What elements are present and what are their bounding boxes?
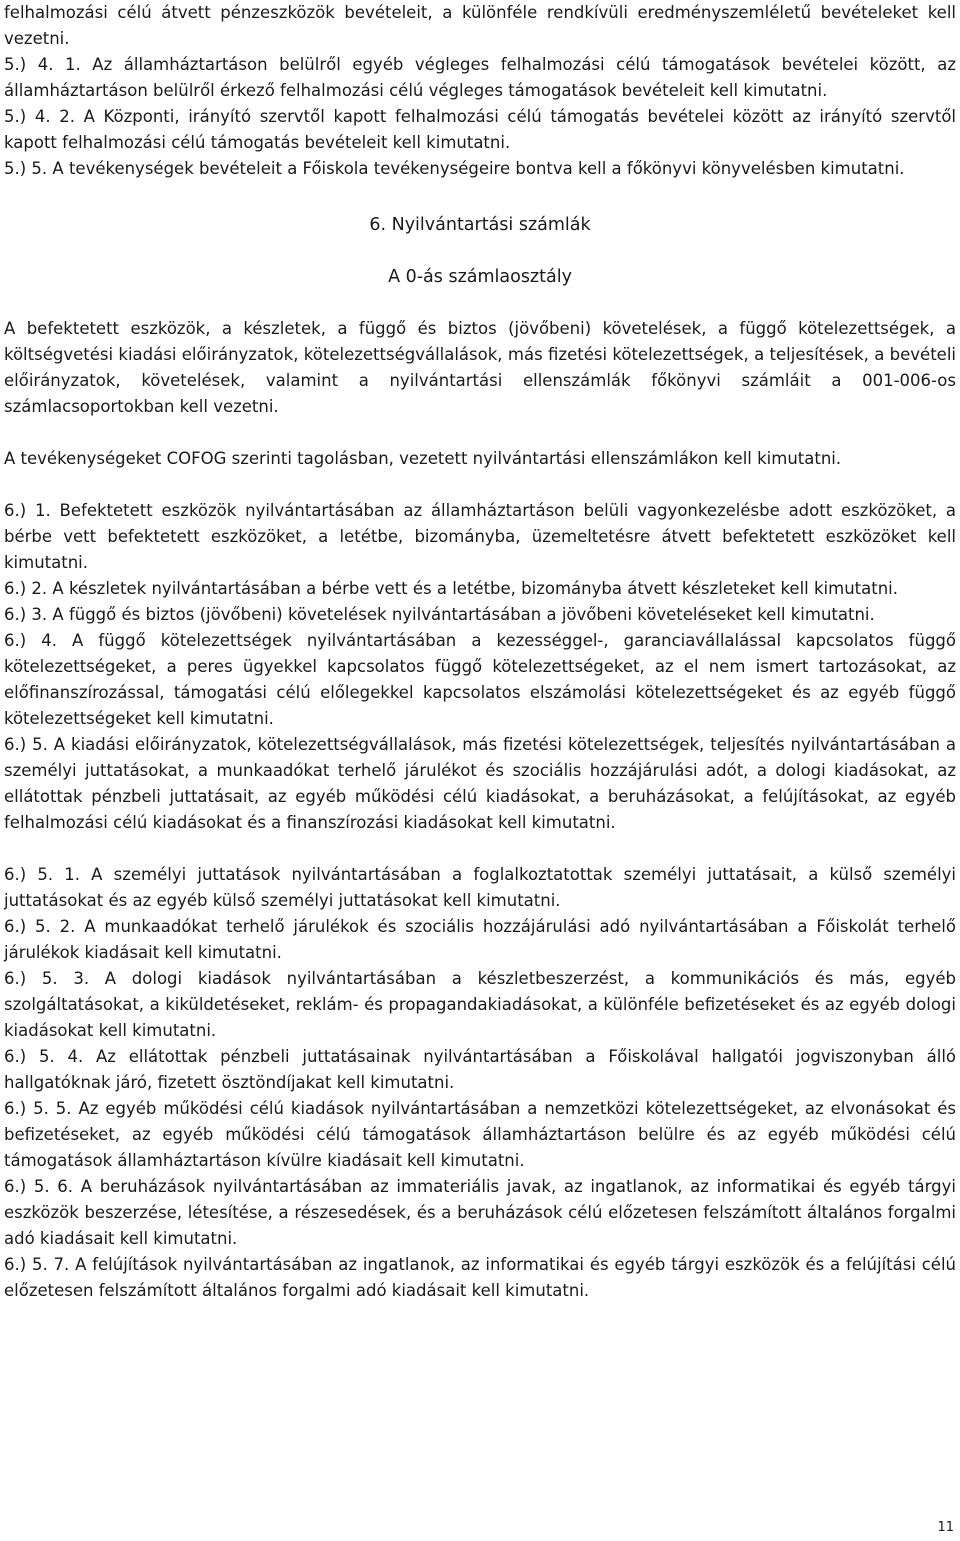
section-heading: 6. Nyilvántartási számlák bbox=[369, 215, 591, 235]
paragraph: 6.) 5. 3. A dologi kiadások nyilvántartásában a készletbeszerzést, a kommunikációs és más, egyéb szolgáltatásokat, a kiküldetéseket, reklám- és propagandakiadásokat, a különféle befizetéseket és az egyéb dologi kiadásokat kell kimutatni. bbox=[4, 969, 956, 1040]
paragraph: 6.) 5. 5. Az egyéb működési célú kiadások nyilvántartásában a nemzetközi kötelezettségeket, az elvonásokat és befizetéseket, az egyéb működési célú támogatások államháztartáson belülre és az egyéb működési célú támogatások államháztartáson kívülre kiadásait kell kimutatni. bbox=[4, 1099, 956, 1170]
paragraph: 5.) 4. 1. Az államháztartáson belülről egyéb végleges felhalmozási célú támogatások bevételei között, az államháztartáson belülről érkező felhalmozási célú végleges támogatások bevételeit kell kimutatni. bbox=[4, 55, 956, 100]
paragraph: 6.) 5. 6. A beruházások nyilvántartásában az immateriális javak, az ingatlanok, az informatikai és egyéb tárgyi eszközök beszerzése, létesítése, a részesedések, és a beruházások célú előzetesen felszámított általános forgalmi adó kiadásait kell kimutatni. bbox=[4, 1177, 956, 1248]
paragraph: 6.) 5. 7. A felújítások nyilvántartásában az ingatlanok, az informatikai és egyéb tárgyi eszközök és a felújítási célú előzetesen felszámított általános forgalmi adó kiadásait kell kimutatni. bbox=[4, 1255, 956, 1300]
paragraph: 6.) 2. A készletek nyilvántartásában a bérbe vett és a letétbe, bizományba átvett készleteket kell kimutatni. bbox=[4, 579, 898, 598]
paragraph: 6.) 5. 4. Az ellátottak pénzbeli juttatásainak nyilvántartásában a Főiskolával hallgatói jogviszonyban álló hallgatóknak járó, fizetett ösztöndíjakat kell kimutatni. bbox=[4, 1047, 956, 1092]
paragraph: 6.) 4. A függő kötelezettségek nyilvántartásában a kezességgel-, garanciavállalással kapcsolatos függő kötelezettségeket, a peres ügyekkel kapcsolatos függő kötelezettségeket, az el nem ismert tartozásokat, az előfinanszírozással, támogatási célú előlegekkel kapcsolatos elszámolási kötelezettségeket és az egyéb függő kötelezettségeket kell kimutatni. bbox=[4, 631, 956, 728]
paragraph: felhalmozási célú átvett pénzeszközök bevételeit, a különféle rendkívüli eredményszemléletű bevételeket kell vezetni. bbox=[4, 3, 956, 48]
paragraph: 5.) 4. 2. A Központi, irányító szervtől kapott felhalmozási célú támogatás bevételei között az irányító szervtől kapott felhalmozási célú támogatás bevételeit kell kimutatni. bbox=[4, 107, 956, 152]
paragraph: 6.) 3. A függő és biztos (jövőbeni) követelések nyilvántartásában a jövőbeni követeléseket kell kimutatni. bbox=[4, 605, 875, 624]
paragraph: 6.) 5. A kiadási előirányzatok, kötelezettségvállalások, más fizetési kötelezettségek, teljesítés nyilvántartásában a személyi juttatásokat, a munkaadókat terhelő járulékot és szociális hozzájárulási adót, a dologi kiadásokat, az ellátottak pénzbeli juttatásait, az egyéb működési célú kiadásokat, a beruházásokat, a felújításokat, az egyéb felhalmozási célú kiadásokat és a finanszírozási kiadásokat kell kimutatni. bbox=[4, 735, 956, 832]
paragraph: A tevékenységeket COFOG szerinti tagolásban, vezetett nyilvántartási ellenszámlákon kell kimutatni. bbox=[4, 449, 842, 468]
paragraph: 6.) 5. 2. A munkaadókat terhelő járulékok és szociális hozzájárulási adó nyilvántartásában a Főiskolát terhelő járulékok kiadásait kell kimutatni. bbox=[4, 917, 956, 962]
paragraph: A befektetett eszközök, a készletek, a függő és biztos (jövőbeni) követelések, a függő kötelezettségek, a költségvetési kiadási előirányzatok, kötelezettségvállalások, más fizetési kötelezettségek, a teljesítések, a bevételi előirányzatok, követelések, valamint a nyilvántartási ellenszámlák főkönyvi számláit a 001-006-os számlacsoportokban kell vezetni. bbox=[4, 319, 956, 416]
paragraph: 6.) 5. 1. A személyi juttatások nyilvántartásában a foglalkoztatottak személyi juttatásait, a külső személyi juttatásokat és az egyéb külső személyi juttatásokat kell kimutatni. bbox=[4, 865, 956, 910]
page-number: 11 bbox=[937, 1520, 954, 1535]
document-page bbox=[4, 0, 956, 1304]
paragraph: 6.) 1. Befektetett eszközök nyilvántartásában az államháztartáson belüli vagyonkezelésbe adott eszközöket, a bérbe vett befektetett eszközöket, a letétbe, bizományba, üzemeltetésre átvett befektetett eszközöket kell kimutatni. bbox=[4, 501, 956, 572]
paragraph: 5.) 5. A tevékenységek bevételeit a Főiskola tevékenységeire bontva kell a főkönyvi könyvelésben kimutatni. bbox=[4, 159, 905, 178]
subsection-heading: A 0-ás számlaosztály bbox=[388, 267, 572, 287]
